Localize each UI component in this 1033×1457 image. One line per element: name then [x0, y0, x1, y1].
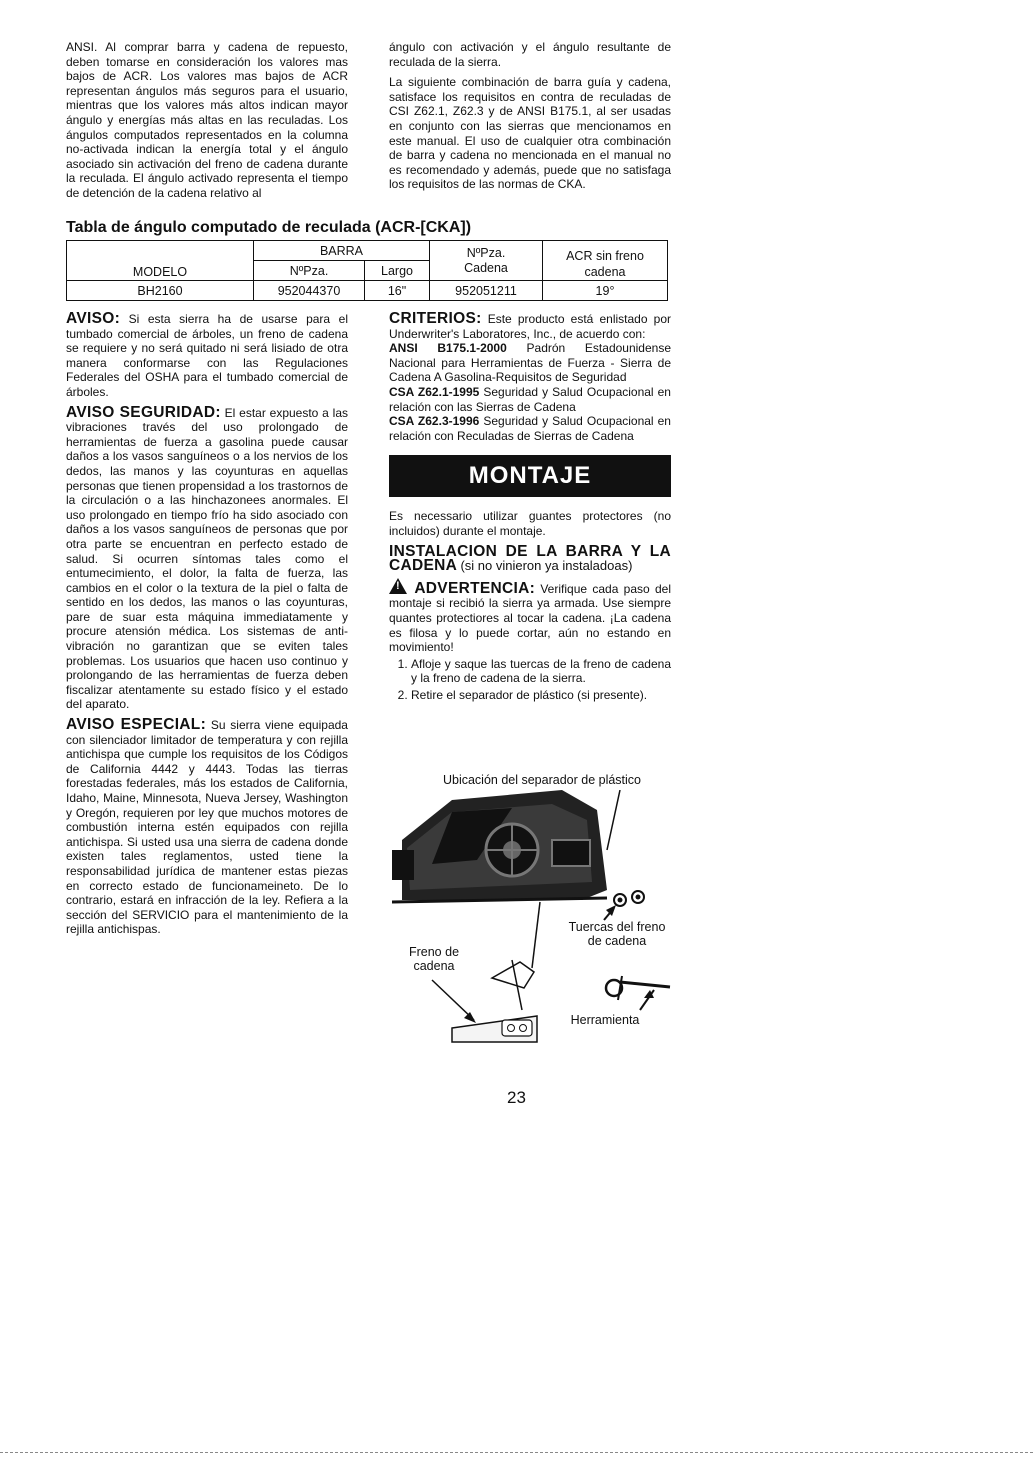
intro-right-text-2: La siguiente combinación de barra guía y cadena, satisface los requisitos en contra de reculadas de CSI Z62.1, Z62.3 y de ANSI B175.1, al ser usadas en conjunto con las sierras que mencionamos en este manual. El uso de cualquier otra combinación de barra y cadena no mencionada en el manual no es recomendado y además, puede que no satisfaga los requisitos de las normas de CKA.: [389, 75, 671, 192]
list-item: 1. Afloje y saque las tuercas de la freno de cadena y la freno de cadena de la sierra.: [411, 657, 671, 686]
freno-label: Freno de cadena: [408, 945, 460, 973]
intro-right-text-1: ángulo con activación y el ángulo resultante de reculada de la sierra.: [389, 40, 671, 69]
cell-cadena: 952051211: [430, 281, 543, 301]
list-item: 2. Retire el separador de plástico (si presente).: [411, 688, 671, 703]
standard-desc: Seguridad y Salud Ocupacional en relación con Reculadas de Sierras de Cadena: [389, 414, 671, 443]
cell-largo: 16": [365, 281, 430, 301]
installation-heading: [389, 542, 671, 575]
bottom-divider: [0, 1452, 1033, 1453]
aviso-seguridad-paragraph: [66, 403, 348, 712]
spacer-location-figure: [392, 773, 677, 1050]
criterios-paragraph: [389, 312, 671, 341]
page-number: 23: [507, 1088, 526, 1107]
intro-left-text: ANSI. Al comprar barra y cadena de repuesto, deben tomarse en consideración los valores mas bajos de ACR. Los valores mas bajos de ACR representan ángulos más seguros para el usuario, mientras que los valores más altos indican mayor ángulo y energías más altas en las reculadas. Los ángulos computados representados en la columna no-activada indican la energía total y el ángulo asociado sin activación del freno de cadena durante la reculada. El ángulo activado representa el tiempo de detención de la cadena relativo al: [66, 40, 348, 200]
table-title: Tabla de ángulo computado de reculada (ACR-[CKA]): [66, 219, 472, 236]
standard-item: [389, 385, 671, 414]
assembly-steps: [389, 657, 671, 703]
cell-barra-npza: 952044370: [254, 281, 365, 301]
table-row: [67, 281, 668, 301]
right-column: [389, 312, 671, 704]
warning-triangle-icon: !: [389, 578, 407, 594]
herramienta-label: Herramienta: [570, 1013, 640, 1027]
aviso-especial-label: AVISO ESPECIAL:: [66, 716, 207, 734]
advertencia-label: ADVERTENCIA:: [414, 579, 536, 597]
header-cadena-npza: NºPza.: [466, 245, 506, 260]
intro-left-column: [66, 40, 348, 207]
installation-heading-text: INSTALACION DE LA BARRA Y LA CADENA: [389, 542, 671, 575]
aviso-seguridad-label: AVISO SEGURIDAD:: [66, 403, 221, 421]
montaje-note: Es necessario utilizar guantes protectores (no incluidos) durante el montaje.: [389, 509, 671, 538]
standard-desc: Seguridad y Salud Ocupacional en relación con las Sierras de Cadena: [389, 384, 671, 414]
aviso-seguridad-text: El estar expuesto a las vibraciones través del uso prolongado de herramientas de fuerza a gasolina puede causar daños a los vasos sanguíneos o a los nervios de los dedos, las manos y las coyunturas en aquellas personas que tienen propensidad a los trastornos de la circulación o a las hinchazonees anormales. El uso prolongado en tiempo frío ha sido asociado con daños a los vasos sanguíneos de personas que por otra parte se encuentran en perfecto estado de salud. Si ocurren síntomas tales como el entumecimiento, el dolor, la falta de fuerza, las cambios en el color o la textura de la piel o falta de sentido en los dedos, las manos o las coyunturas, pare de suar esta máquina immediatamente y procure atensión médica. Los sistemas de anti-vibración no garantizan que se eviten tales problemas. Los usuarios que hacen uso continuo y prolongando de las herramientas de fuerza deben fiscalizar atentamente su estado físico y el estado del aparato.: [66, 405, 348, 712]
standard-desc: Padrón Estadounidense Nacional para Herramientas de Fuerza - Sierra de Cadena A Gasolina-Requisitos de Seguridad: [389, 341, 671, 385]
standard-item: [389, 414, 671, 443]
montaje-banner: MONTAJE: [389, 455, 671, 497]
advertencia-paragraph: [389, 578, 671, 655]
aviso-especial-text: Su sierra viene equipada con silenciador limitador de temperatura y con rejilla antichispa que cumple los requisitos de los Códigos de California 4442 y 4443. Todas las tierras forestadas federales, más los estados de California, Idaho, Maine, Minnesota, Nueva Jersey, Washington y Oregón, requieren por ley que muchos motores de combustión interna estén equipados con rejilla antichispa. Si usted usa una sierra de cadena donde existen tales reglamentos, usted tiene la responsabilidad jurídica de mantener estas piezas en correcto estado de funcionameineto. De lo contrario, estará en infracción de la ley. Refiera a la sección del SERVICIO para el mantenimiento de la rejilla antichispas.: [66, 718, 348, 937]
standard-item: [389, 341, 671, 385]
aviso-text: Si esta sierra ha de usarse para el tumbado comercial de árboles, un freno de cadena se requiere y no será quitado ni será lisiado de otra manera conformarse con las Regulaciones Federales del OSHA para el tumbado comercial de árboles.: [66, 312, 349, 399]
tuercas-label: Tuercas del freno de cadena: [568, 920, 666, 948]
table-header-row-1: [67, 241, 668, 261]
advertencia-text: Verifique cada paso del montaje si recibió la sierra ya armada. Use siempre quantes protectiores al tocar la cadena. ¡La cadena es filosa y lo puede cortar, aún no estando en movimiento!: [389, 581, 671, 655]
left-column: [66, 312, 348, 943]
installation-heading-note: (si no vinieron ya instaladoas): [460, 558, 633, 574]
header-acr: ACR sin freno cadena: [543, 241, 668, 281]
header-cadena-label: Cadena: [464, 260, 508, 275]
header-barra: BARRA: [254, 241, 430, 261]
aviso-especial-paragraph: [66, 718, 348, 937]
aviso-paragraph: [66, 312, 348, 400]
header-modelo: MODELO: [67, 241, 254, 281]
cell-modelo: BH2160: [67, 281, 254, 301]
criterios-text: Este producto está enlistado por Underwriter's Laboratores, Inc., de acuerdo con:: [389, 312, 671, 341]
aviso-label: AVISO:: [66, 310, 121, 327]
standard-code: CSA Z62.3-1996: [389, 414, 480, 429]
computed-kickback-angle-table: [66, 240, 668, 301]
criterios-label: CRITERIOS:: [389, 310, 482, 327]
header-barra-largo: Largo: [365, 261, 430, 281]
header-barra-npza: NºPza.: [254, 261, 365, 281]
figure-caption: Ubicación del separador de plástico: [442, 773, 642, 787]
standard-code: ANSI B175.1-2000: [389, 341, 507, 356]
intro-right-column: [389, 40, 671, 198]
cell-acr: 19°: [543, 281, 668, 301]
standard-code: CSA Z62.1-1995: [389, 384, 480, 399]
header-cadena: [430, 241, 543, 281]
